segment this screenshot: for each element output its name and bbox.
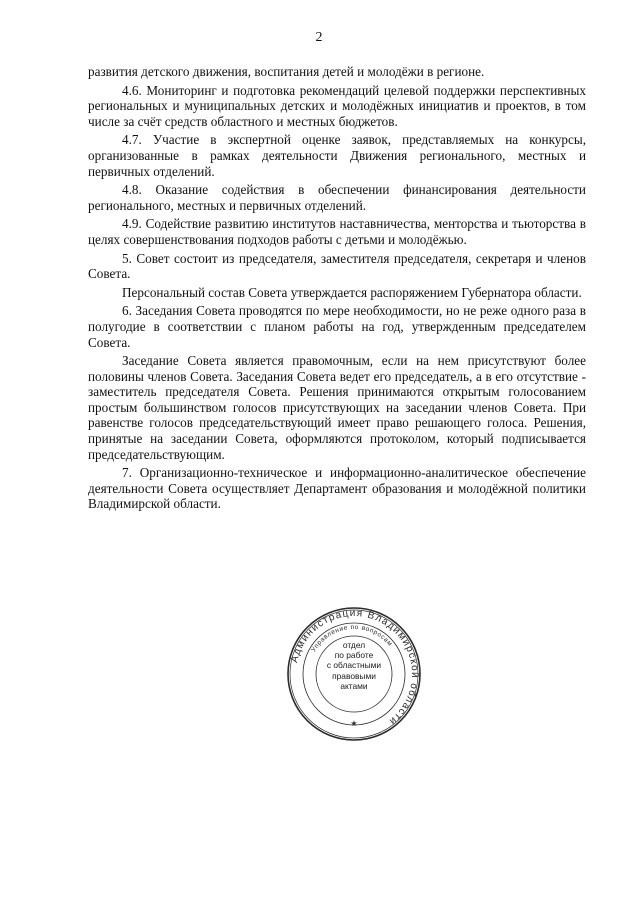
paragraph-6: 6. Заседания Совета проводятся по мере необходимости, но не реже одного раза в полугодие в соответствии с планом работы на год, утвержденным председателем Совета.: [88, 303, 586, 350]
paragraph-4-8: 4.8. Оказание содействия в обеспечении финансирования деятельности регионального, местных и первичных отделений.: [88, 182, 586, 213]
stamp-line: отдел: [342, 640, 366, 650]
stamp-line: с областными: [326, 660, 382, 671]
stamp-inner-ring-text: Управление по вопросам: [310, 623, 394, 654]
paragraph-4-6: 4.6. Мониторинг и подготовка рекомендаций целевой поддержки перспективных региональных и муниципальных детских и молодёжных инициатив и проектов, в том числе за счёт средств областного и местных бюджетов.: [88, 82, 586, 129]
page-number: 2: [315, 30, 323, 45]
paragraph-4-7: 4.7. Участие в экспертной оценке заявок, представляемых на конкурсы, организованные в рамках деятельности Движения регионального, местных и первичных отделений.: [88, 132, 586, 179]
paragraph-continuation: развития детского движения, воспитания детей и молодёжи в регионе.: [88, 64, 485, 79]
stamp-line: по работе: [334, 650, 374, 661]
stamp-line: правовыми: [332, 670, 376, 681]
official-stamp: [286, 606, 422, 742]
stamp-outer-text: Администрация Владимирской области: [289, 607, 421, 728]
stamp-star-icon: ★: [350, 719, 358, 728]
paragraph-quorum: Заседание Совета является правомочным, если на нем присутствуют более половины членов Совета. Заседания Совета ведет его председатель, а в его отсутствие - заместитель председателя Совета. Решения принимаются открытым голосованием простым большинством голосов присутствующих на заседании членов Совета. При равенстве голосов председательствующий имеет право решающего голоса. Решения, принятые на заседании Совета, оформляются протоколом, который подписывается председательствующим.: [88, 353, 586, 462]
paragraph-5: 5. Совет состоит из председателя, заместителя председателя, секретаря и членов Совета.: [88, 250, 586, 282]
document-body: [88, 64, 586, 515]
paragraph-4-9: 4.9. Содействие развитию институтов наставничества, менторства и тьюторства в целях совершенствования подходов работы с детьми и молодёжью.: [88, 216, 586, 247]
paragraph-composition: Персональный состав Совета утверждается распоряжением Губернатора области.: [122, 284, 582, 300]
paragraph-7: 7. Организационно-техническое и информационно-аналитическое обеспечение деятельности Совета осуществляет Департамент образования и молодёжной политики Владимирской области.: [88, 465, 586, 512]
stamp-line: актами: [340, 680, 368, 691]
stamp-center-text: [314, 640, 394, 691]
